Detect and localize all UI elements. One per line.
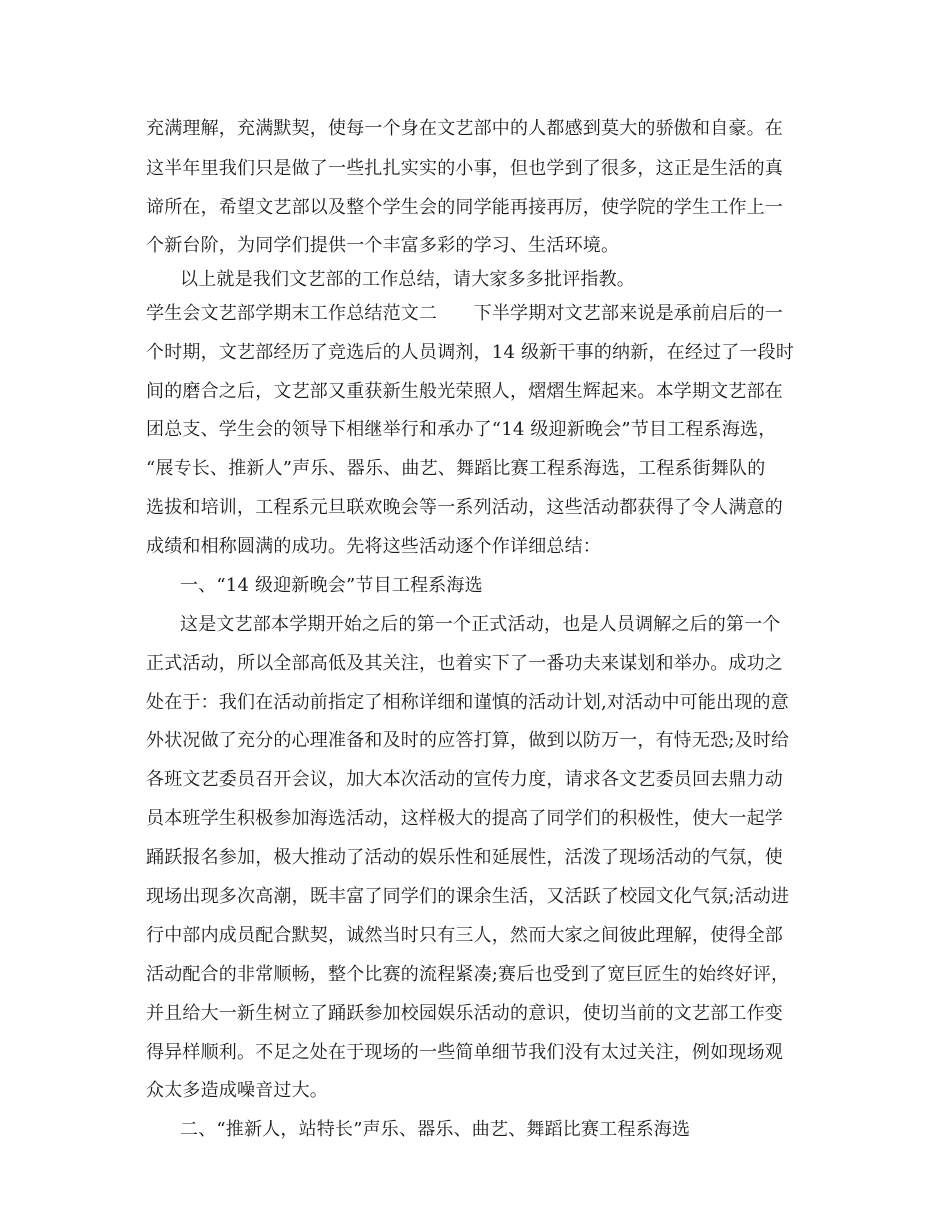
- section-heading-line: 学生会文艺部学期末工作总结范文二 下半学期对文艺部来说是承前启后的一: [146, 303, 783, 324]
- subheading-line: 二、“推新人，站特长”声乐、器乐、曲艺、舞蹈比赛工程系海选: [180, 1119, 691, 1140]
- text-line: 正式活动，所以全部高低及其关注，也着实下了一番功夫来谋划和举办。成功之: [146, 653, 783, 674]
- text-line: 踊跃报名参加，极大推动了活动的娱乐性和延展性，活泼了现场活动的气氛，使: [146, 847, 783, 868]
- text-line: 这半年里我们只是做了一些扎扎实实的小事，但也学到了很多，这正是生活的真: [146, 158, 783, 179]
- text-line: 众太多造成噪音过大。: [146, 1080, 328, 1101]
- text-line: 并且给大一新生树立了踊跃参加校园娱乐活动的意识，使切当前的文艺部工作变: [146, 1003, 783, 1024]
- text-line: “展专长、推新人”声乐、器乐、曲艺、舞蹈比赛工程系海选，工程系街舞队的: [146, 458, 766, 479]
- text-line: 活动配合的非常顺畅，整个比赛的流程紧凑;赛后也受到了宽巨匠生的始终好评，: [146, 964, 790, 985]
- text-line: 个新台阶，为同学们提供一个丰富多彩的学习、生活环境。: [146, 235, 620, 256]
- text-line: 间的磨合之后，文艺部又重获新生般光荣照人，熠熠生辉起来。本学期文艺部在: [146, 381, 783, 402]
- subheading-line: 一、“14 级迎新晚会”节目工程系海选: [180, 575, 483, 596]
- text-line: 各班文艺委员召开会议，加大本次活动的宣传力度，请求各文艺委员回去鼎力动: [146, 769, 783, 790]
- text-line: 选拔和培训，工程系元旦联欢晚会等一系列活动，这些活动都获得了令人满意的: [146, 497, 783, 518]
- text-line: 得异样顺利。不足之处在于现场的一些简单细节我们没有太过关注，例如现场观: [146, 1042, 783, 1063]
- text-line: 个时期，文艺部经历了竞选后的人员调剂，14 级新干事的纳新，在经过了一段时: [146, 342, 795, 363]
- text-line: 团总支、学生会的领导下相继举行和承办了“14 级迎新晚会”节目工程系海选，: [146, 419, 777, 440]
- text-line: 行中部内成员配合默契，诚然当时只有三人，然而大家之间彼此理解，使得全部: [146, 925, 783, 946]
- text-line: 充满理解，充满默契，使每一个身在文艺部中的人都感到莫大的骄傲和自豪。在: [146, 118, 783, 139]
- text-line: 现场出现多次高潮，既丰富了同学们的课余生活，又活跃了校园文化气氛;活动进: [146, 886, 790, 907]
- text-line: 员本班学生积极参加海选活动，这样极大的提高了同学们的积极性，使大一起学: [146, 808, 783, 829]
- text-line: 这是文艺部本学期开始之后的第一个正式活动，也是人员调解之后的第一个: [180, 614, 781, 635]
- text-line: 成绩和相称圆满的成功。先将这些活动逐个作详细总结：: [146, 536, 601, 557]
- text-line: 处在于：我们在活动前指定了相称详细和谨慎的活动计划,对活动中可能出现的意: [146, 692, 789, 713]
- text-line: 谛所在，希望文艺部以及整个学生会的同学能再接再厉，使学院的学生工作上一: [146, 197, 783, 218]
- text-line: 以上就是我们文艺部的工作总结，请大家多多批评指教。: [180, 269, 635, 290]
- text-line: 外状况做了充分的心理准备和及时的应答打算，做到以防万一，有恃无恐;及时给: [146, 730, 790, 751]
